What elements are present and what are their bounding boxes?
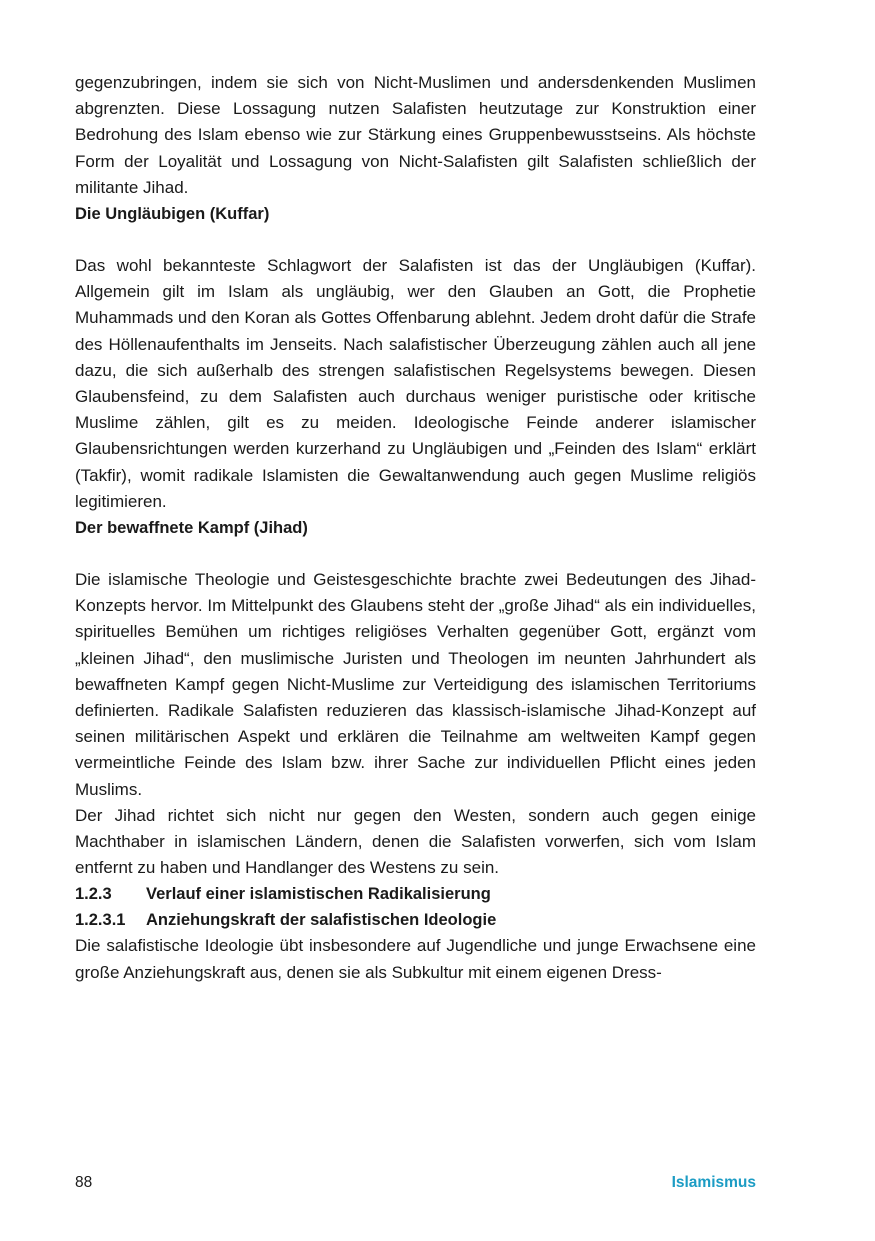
heading-kuffar: Die Ungläubigen (Kuffar) [75, 205, 270, 224]
subsection-number: 1.2.3.1 [75, 911, 126, 930]
paragraph-kuffar: Das wohl bekannteste Schlagwort der Salafisten ist das der Ungläubigen (Kuffar). Allgemein gilt im Islam als ungläubig, wer den Glauben an Gott, die Prophetie Muhammads und den Koran als Gottes Offenbarung ablehnt. Jedem droht dafür die Strafe des Höllenaufenthalts im Jenseits. Nach salafistischer Überzeugung zählen auch all jene dazu, die sich außerhalb des strengen salafistischen Regelsystems bewegen. Diesen Glaubensfeind, zu dem Salafisten auch durchaus weniger puristische oder kritische Muslime zählen, gilt es zu meiden. Ideologische Feinde anderer islamischer Glaubensrichtungen werden kurzerhand zu Ungläubigen und „Feinden des Islam“ erklärt (Takfir), womit radikale Islamisten die Gewaltanwendung auch gegen Muslime religiös legitimieren. [75, 256, 756, 511]
page-body [75, 70, 756, 986]
heading-jihad: Der bewaffnete Kampf (Jihad) [75, 519, 308, 538]
paragraph-jihad-2: Der Jihad richtet sich nicht nur gegen den Westen, sondern auch gegen einige Machthaber in islamischen Ländern, denen die Salafisten vorwerfen, sich vom Islam entfernt zu haben und Handlanger des Westens zu sein. [75, 805, 756, 878]
section-heading-1-2-3 [75, 881, 756, 907]
paragraph-intro: gegenzubringen, indem sie sich von Nicht-Muslimen und andersdenkenden Muslimen abgrenzten. Diese Lossagung nutzen Salafisten heutzutage zur Konstruktion einer Bedrohung des Islam ebenso wie zur Stärkung eines Gruppenbewusstseins. Als höchste Form der Loyalität und Lossagung von Nicht-Salafisten gilt Salafisten schließlich der militante Jihad. [75, 73, 756, 197]
page-footer [75, 1171, 756, 1195]
page-number: 88 [75, 1174, 93, 1191]
subsection-title: Anziehungskraft der salafistischen Ideologie [146, 911, 497, 930]
section-number: 1.2.3 [75, 885, 112, 904]
paragraph-final: Die salafistische Ideologie übt insbesondere auf Jugendliche und junge Erwachsene eine große Anziehungskraft aus, denen sie als Subkultur mit einem eigenen Dress- [75, 936, 756, 982]
running-title: Islamismus [671, 1174, 756, 1191]
section-heading-1-2-3-1 [75, 907, 756, 933]
paragraph-jihad-1: Die islamische Theologie und Geistesgeschichte brachte zwei Bedeutungen des Jihad-Konzepts hervor. Im Mittelpunkt des Glaubens steht der „große Jihad“ als ein individuelles, spirituelles Bemühen um richtiges religiöses Verhalten gegenüber Gott, ergänzt vom „kleinen Jihad“, den muslimische Juristen und Theologen im neunten Jahrhundert als bewaffneten Kampf gegen Nicht-Muslime zur Verteidigung des islamischen Territoriums definierten. Radikale Salafisten reduzieren das klassisch-islamische Jihad-Konzept auf seinen militärischen Aspekt und erklären die Teilnahme am weltweiten Kampf gegen vermeintliche Feinde des Islam bzw. ihrer Sache zur individuellen Pflicht eines jeden Muslims. [75, 570, 756, 799]
section-title: Verlauf einer islamistischen Radikalisierung [146, 885, 491, 904]
